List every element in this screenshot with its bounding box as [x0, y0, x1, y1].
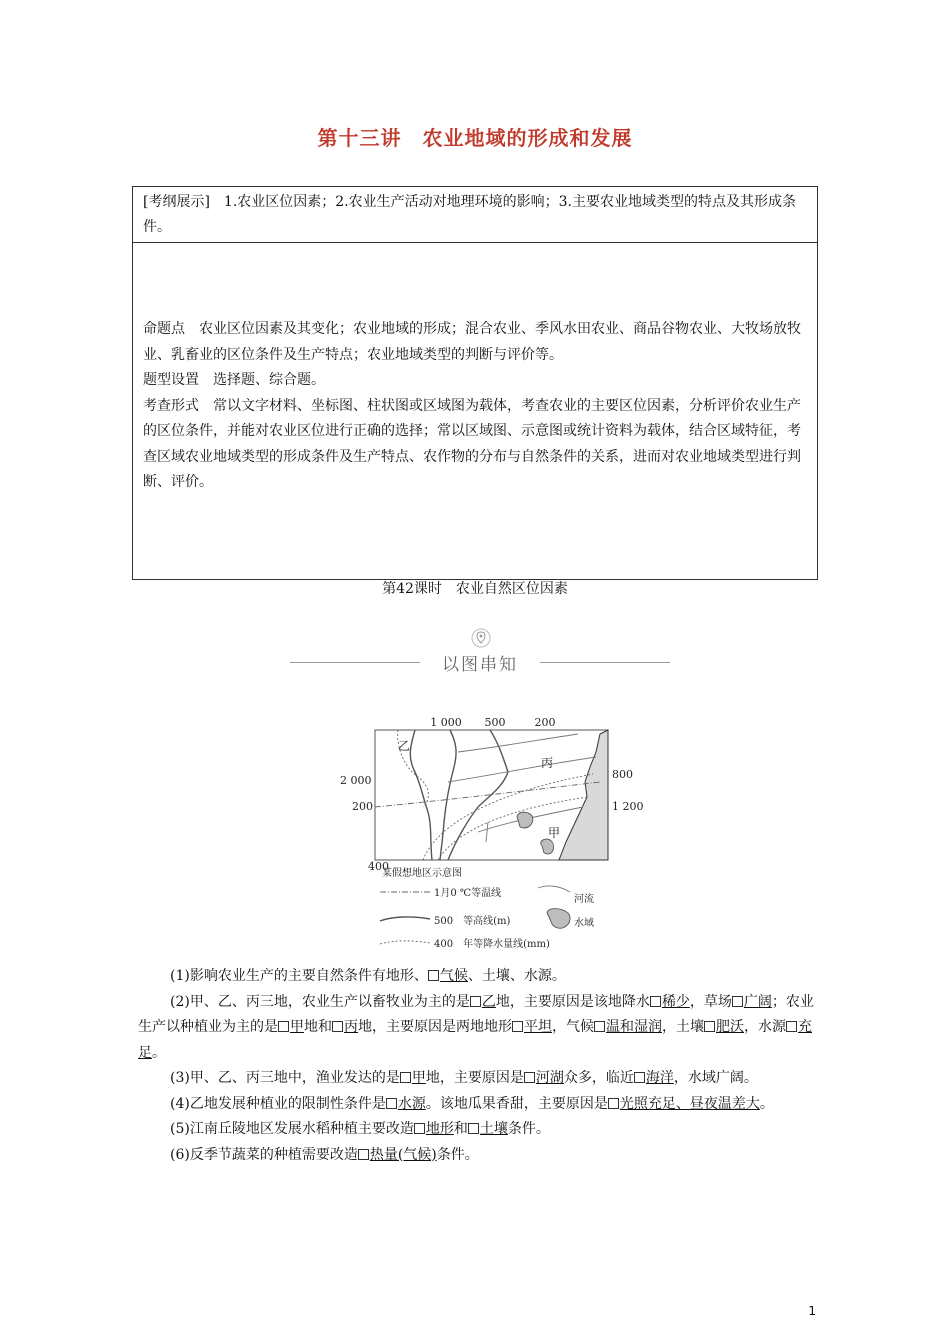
label-200-left: 200 [352, 800, 373, 813]
section-label: 以图串知 [442, 655, 518, 675]
place-jia: 甲 [548, 826, 561, 840]
label-1000: 1 000 [430, 716, 462, 729]
question-6: (6)反季节蔬菜的种植需要改造 热量(气候)条件。 [170, 1146, 479, 1163]
question-3: (3)甲、乙、丙三地中，渔业发达的是 甲地，主要原因是 河湖众多，临近 海洋，水域广阔。 [170, 1070, 758, 1086]
place-yi: 乙 [398, 739, 411, 753]
question-5: (5)江南丘陵地区发展水稻种植主要改造 地形和 土壤条件。 [170, 1121, 550, 1137]
topics-box [132, 242, 818, 580]
question-2: (2)甲、乙、丙三地，农业生产以畜牧业为主的是 乙地，主要原因是该地降水 稀少，草场 广阔；农业生产以种植业为主的是 甲地和 丙地，主要原因是两地地形 平坦，气候 温和湿润，土壤 肥沃，水源 充足。 [138, 993, 814, 1061]
legend-isotherm: 1月0 ℃等温线 [434, 888, 502, 899]
label-400: 400 [368, 860, 389, 873]
legend-contour: 500 等高线(m) [434, 916, 511, 927]
question-4: (4)乙地发展种植业的限制性条件是 水源。该地瓜果香甜，主要原因是 光照充足、昼夜温差大。 [170, 1095, 774, 1112]
place-bing: 丙 [541, 756, 554, 770]
outline-text: [考纲展示] 1.农业区位因素；2.农业生产活动对地理环境的影响；3.主要农业地域类型的特点及其形成条件。 [143, 194, 796, 235]
question-1: (1)影响农业生产的主要自然条件有地形、 气候、土壤、水源。 [170, 968, 566, 984]
legend-precip: 400 年等降水量线(mm) [434, 939, 550, 950]
label-500: 500 [484, 716, 506, 729]
question-list [138, 964, 818, 1168]
blank-box [428, 970, 439, 981]
outline-box [132, 186, 818, 243]
label-800: 800 [612, 768, 633, 781]
label-1200: 1 200 [612, 800, 644, 813]
page-number: 1 [808, 1304, 816, 1318]
divider-right [540, 662, 670, 663]
label-2000: 2 000 [340, 774, 372, 787]
exam-forms: 考查形式 常以文字材料、坐标图、柱状图或区域图为载体，考查农业的主要区位因素，分析评价农业生产的区位条件，并能对农业区位进行正确的选择；常以区域图、示意图或统计资料为载体，结合区域特征，考查区域农业地域类型的形成条件及生产特点、农作物的分布与自然条件的关系，进而对农业地域类型进行判断、评价。 [143, 397, 801, 490]
legend-water: 水域 [574, 918, 594, 929]
question-types: 题型设置 选择题、综合题。 [143, 372, 325, 388]
topic-points: 命题点 农业区位因素及其变化；农业地域的形成；混合农业、季风水田农业、商品谷物农业、大牧场放牧业、乳畜业的区位条件及生产特点；农业地域类型的判断与评价等。 [143, 321, 801, 363]
legend-river: 河流 [574, 894, 594, 905]
label-200-top: 200 [534, 716, 556, 729]
map-caption: 某假想地区示意图 [382, 868, 462, 879]
location-pin-icon [471, 628, 491, 648]
region-map [338, 712, 644, 957]
section-header [290, 628, 670, 678]
lesson-title: 第42课时 农业自然区位因素 [382, 581, 568, 597]
page-title: 第十三讲 农业地域的形成和发展 [317, 126, 633, 150]
